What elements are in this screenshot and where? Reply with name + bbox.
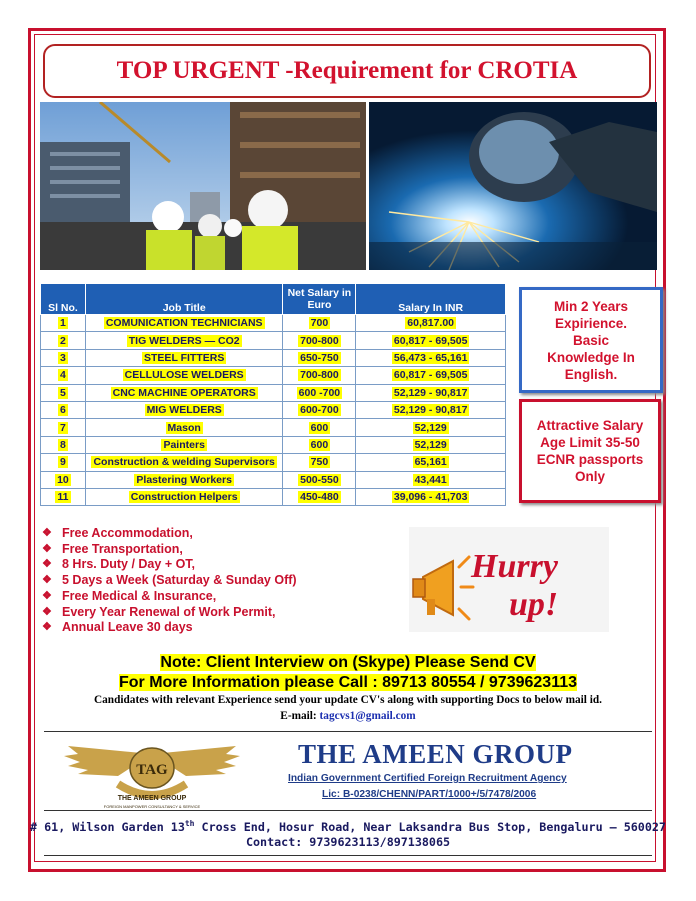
cell-sl-no: 8	[41, 436, 86, 453]
email-link[interactable]: tagcvs1@gmail.com	[319, 710, 416, 722]
contact-numbers: Contact: 9739623113/897138065	[245, 835, 451, 849]
diamond-bullet-icon: ❖	[42, 621, 52, 634]
call-info: For More Information please Call : 89713 80554 / 9739623113	[118, 674, 577, 691]
cell-salary-inr: 60,817 - 69,505	[356, 332, 506, 349]
address: # 61, Wilson Garden 13th Cross End, Hosur Road, Near Laksandra Bus Stop, Bengaluru – 560027	[30, 819, 666, 834]
cell-net-salary: 600 -700	[283, 384, 356, 401]
header-sl-no: Sl No.	[41, 284, 86, 315]
table-row	[41, 349, 506, 366]
cell-salary-inr: 65,161	[356, 454, 506, 471]
cell-net-salary: 600	[283, 436, 356, 453]
list-item: ❖ 5 Days a Week (Saturday & Sunday Off)	[42, 573, 297, 588]
header-job-title: Job Title	[85, 284, 283, 315]
cell-job-title: Construction & welding Supervisors	[85, 454, 283, 471]
table-row	[41, 367, 506, 384]
diamond-bullet-icon: ❖	[42, 558, 52, 571]
salary-age-line: Only	[574, 469, 605, 484]
cell-job-title: Mason	[85, 419, 283, 436]
cell-salary-inr: 56,473 - 65,161	[356, 349, 506, 366]
cell-sl-no: 10	[41, 471, 86, 488]
interview-note: Note: Client Interview on (Skype) Please Send CV	[160, 654, 536, 671]
cell-net-salary: 450-480	[283, 488, 356, 505]
requirements-box	[519, 287, 663, 393]
list-item: ❖ 8 Hrs. Duty / Day + OT,	[42, 557, 196, 572]
cell-sl-no: 6	[41, 401, 86, 418]
table-row	[41, 332, 506, 349]
table-row	[41, 488, 506, 505]
list-item: ❖ Free Medical & Insurance,	[42, 588, 217, 603]
diamond-bullet-icon: ❖	[42, 605, 52, 618]
jobs-table	[40, 283, 506, 506]
requirement-line: Knowledge In	[547, 349, 635, 365]
diamond-bullet-icon: ❖	[42, 589, 52, 602]
cell-salary-inr: 52,129 - 90,817	[356, 384, 506, 401]
cell-net-salary: 600-700	[283, 401, 356, 418]
cell-sl-no: 9	[41, 454, 86, 471]
cell-job-title: CNC MACHINE OPERATORS	[85, 384, 283, 401]
cell-job-title: CELLULOSE WELDERS	[85, 367, 283, 384]
svg-text:TAG: TAG	[136, 762, 168, 778]
company-certification: Indian Government Certified Foreign Recruitment Agency	[288, 773, 567, 784]
cell-salary-inr: 52,129	[356, 436, 506, 453]
cell-job-title: TIG WELDERS — CO2	[85, 332, 283, 349]
email-label: E-mail:	[280, 710, 320, 722]
list-item: ❖ Annual Leave 30 days	[42, 620, 193, 635]
table-row	[41, 471, 506, 488]
salary-age-box	[519, 399, 661, 503]
salary-age-line: Age Limit 35-50	[540, 435, 640, 450]
salary-age-line: Attractive Salary	[536, 418, 644, 433]
cell-job-title: Construction Helpers	[85, 488, 283, 505]
cell-sl-no: 1	[41, 315, 86, 332]
salary-age-line: ECNR passports	[536, 452, 644, 467]
table-row	[41, 384, 506, 401]
list-item: ❖ Free Transportation,	[42, 541, 183, 556]
table-row	[41, 419, 506, 436]
cell-job-title: STEEL FITTERS	[85, 349, 283, 366]
company-logo	[58, 740, 246, 810]
cell-job-title: MIG WELDERS	[85, 401, 283, 418]
cell-net-salary: 700	[283, 315, 356, 332]
requirement-line: Basic	[572, 332, 610, 348]
cell-sl-no: 4	[41, 367, 86, 384]
header-net-salary: Net Salary in Euro	[283, 284, 356, 315]
cell-salary-inr: 43,441	[356, 471, 506, 488]
diamond-bullet-icon: ❖	[42, 542, 52, 555]
cell-net-salary: 700-800	[283, 332, 356, 349]
title-banner	[43, 44, 651, 98]
construction-photo	[40, 102, 366, 270]
svg-text:FOREIGN MANPOWER CONSULTANCY &: FOREIGN MANPOWER CONSULTANCY & SERVICE	[103, 804, 201, 809]
svg-text:THE AMEEN GROUP: THE AMEEN GROUP	[117, 795, 187, 802]
candidates-text: Candidates with relevant Experience send your update CV's along with supporting Docs to below mail id.	[94, 694, 602, 706]
table-row	[41, 401, 506, 418]
table-row	[41, 436, 506, 453]
cell-sl-no: 11	[41, 488, 86, 505]
cell-job-title: Painters	[85, 436, 283, 453]
cell-net-salary: 500-550	[283, 471, 356, 488]
divider	[44, 810, 652, 811]
cell-salary-inr: 52,129 - 90,817	[356, 401, 506, 418]
hurry-up-graphic	[409, 527, 609, 632]
cell-sl-no: 3	[41, 349, 86, 366]
company-license: Lic: B-0238/CHENN/PART/1000+/5/7478/2006	[322, 789, 537, 800]
cell-sl-no: 2	[41, 332, 86, 349]
table-header-row	[41, 284, 506, 315]
divider	[44, 731, 652, 732]
welding-photo	[369, 102, 657, 270]
cell-net-salary: 600	[283, 419, 356, 436]
up-text: up!	[509, 586, 559, 623]
list-item: ❖ Free Accommodation,	[42, 526, 193, 540]
cell-sl-no: 7	[41, 419, 86, 436]
email-line	[0, 710, 696, 722]
divider	[44, 855, 652, 856]
company-name: THE AMEEN GROUP	[298, 739, 573, 769]
table-row	[41, 315, 506, 332]
page-title: TOP URGENT -Requirement for CROTIA	[116, 57, 578, 84]
cell-net-salary: 650-750	[283, 349, 356, 366]
cell-salary-inr: 60,817.00	[356, 315, 506, 332]
table-row	[41, 454, 506, 471]
hurry-text: Hurry	[471, 548, 558, 585]
cell-job-title: Plastering Workers	[85, 471, 283, 488]
requirement-line: English.	[564, 366, 618, 382]
benefits-list	[42, 526, 297, 636]
cell-net-salary: 750	[283, 454, 356, 471]
cell-salary-inr: 39,096 - 41,703	[356, 488, 506, 505]
diamond-bullet-icon: ❖	[42, 527, 52, 539]
diamond-bullet-icon: ❖	[42, 574, 52, 587]
cell-salary-inr: 52,129	[356, 419, 506, 436]
cell-sl-no: 5	[41, 384, 86, 401]
requirement-line: Min 2 Years	[553, 298, 629, 314]
cell-net-salary: 700-800	[283, 367, 356, 384]
header-salary-inr: Salary In INR	[356, 284, 506, 315]
list-item: ❖ Every Year Renewal of Work Permit,	[42, 604, 276, 619]
cell-salary-inr: 60,817 - 69,505	[356, 367, 506, 384]
requirement-line: Expirience.	[554, 315, 628, 331]
cell-job-title: COMUNICATION TECHNICIANS	[85, 315, 283, 332]
